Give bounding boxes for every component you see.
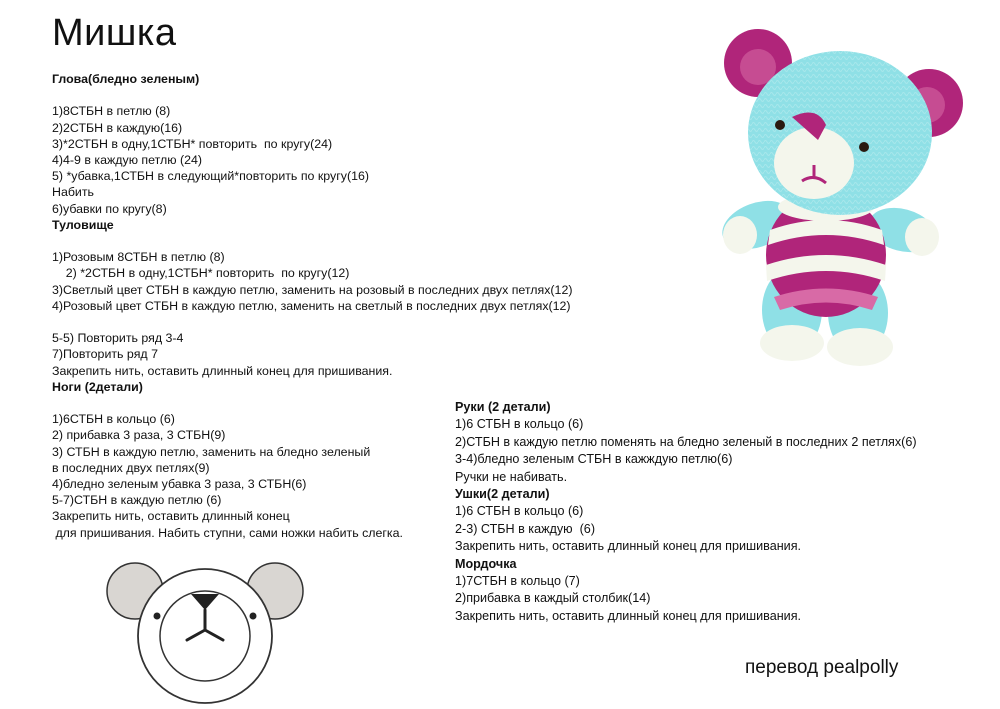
legs-row: 5-7)СТБН в каждую петлю (6) [52, 493, 222, 508]
legs-row: 1)6СТБН в кольцо (6) [52, 412, 175, 427]
head-row: 4)4-9 в каждую петлю (24) [52, 153, 203, 167]
muzzle-row: 2)прибавка в каждый столбик(14) [455, 591, 651, 606]
bear-head [748, 51, 932, 215]
arms-row: 3-4)бледно зеленым СТБН в кажждую петлю(6) [455, 452, 733, 467]
spacer [52, 233, 572, 249]
spacer [52, 87, 572, 103]
ears-row: 2-3) СТБН в каждую (6) [455, 521, 596, 536]
body-row: 7)Повторить ряд 7 [52, 347, 158, 362]
legs-heading: Ноги (2детали) [52, 379, 143, 394]
spacer [52, 314, 572, 330]
arms-heading: Руки (2 детали) [455, 400, 551, 414]
head-row: 6)убавки по кругу(8) [52, 201, 167, 216]
body-row: 1)Розовым 8СТБН в петлю (8) [52, 250, 225, 265]
legs-row: в последних двух петлях(9) [52, 460, 210, 475]
legs-row: Закрепить нить, оставить длинный конец [52, 509, 290, 524]
ears-row: Закрепить нить, оставить длинный конец для пришивания. [455, 539, 802, 554]
head-row: 1)8СТБН в петлю (8) [52, 104, 171, 119]
body-row: Закрепить нить, оставить длинный конец для пришивания. [52, 363, 393, 378]
head-row: Набить [52, 185, 94, 200]
arms-row: 2)СТБН в каждую петлю поменять на бледно зеленый в последних 2 петлях(6) [455, 434, 917, 449]
muzzle-row: 1)7СТБН в кольцо (7) [455, 574, 580, 589]
diagram-left-eye [154, 613, 161, 620]
diagram-head [138, 569, 272, 703]
ears-heading: Ушки(2 детали) [455, 487, 550, 502]
body-heading: Туловище [52, 217, 114, 232]
ears-row: 1)6 СТБН в кольцо (6) [455, 504, 584, 519]
translation-credit: перевод pealpolly [745, 657, 899, 678]
muzzle-row: Закрепить нить, оставить длинный конец для пришивания. [455, 608, 802, 623]
bear-face-diagram [105, 556, 305, 706]
head-row: 5) *убавка,1СТБН в следующий*повторить по кругу(16) [52, 169, 369, 184]
crochet-bear-photo [722, 25, 970, 370]
legs-row: 3) СТБН в каждую петлю, заменить на бледно зеленый [52, 444, 371, 459]
muzzle-heading: Мордочка [455, 556, 517, 571]
arms-row: 1)6 СТБН в кольцо (6) [455, 417, 584, 432]
head-row: 3)*2СТБН в одну,1СТБН* повторить по кругу(24) [52, 136, 333, 151]
body-row: 4)Розовый цвет СТБН в каждую петлю, заменить на светлый в последних двух петлях(12) [52, 298, 571, 313]
legs-row: для пришивания. Набить ступни, сами ножки набить слегка. [52, 525, 403, 540]
head-heading: Глова(бледно зеленым) [52, 72, 200, 86]
body-row: 5-5) Повторить ряд 3-4 [52, 331, 184, 346]
legs-row: 2) прибавка 3 раза, 3 СТБН(9) [52, 428, 226, 443]
legs-row: 4)бледно зеленым убавка 3 раза, 3 СТБН(6) [52, 477, 307, 492]
page-title: Мишка [52, 12, 177, 54]
head-row: 2)2СТБН в каждую(16) [52, 120, 183, 135]
body-row: 2) *2СТБН в одну,1СТБН* повторить по кругу(12) [52, 266, 350, 281]
right-pattern-column [455, 399, 917, 625]
arms-row: Ручки не набивать. [455, 469, 568, 484]
body-row: 3)Светлый цвет СТБН в каждую петлю, заменить на розовый в последних двух петлях(12) [52, 282, 573, 297]
diagram-right-eye [250, 613, 257, 620]
